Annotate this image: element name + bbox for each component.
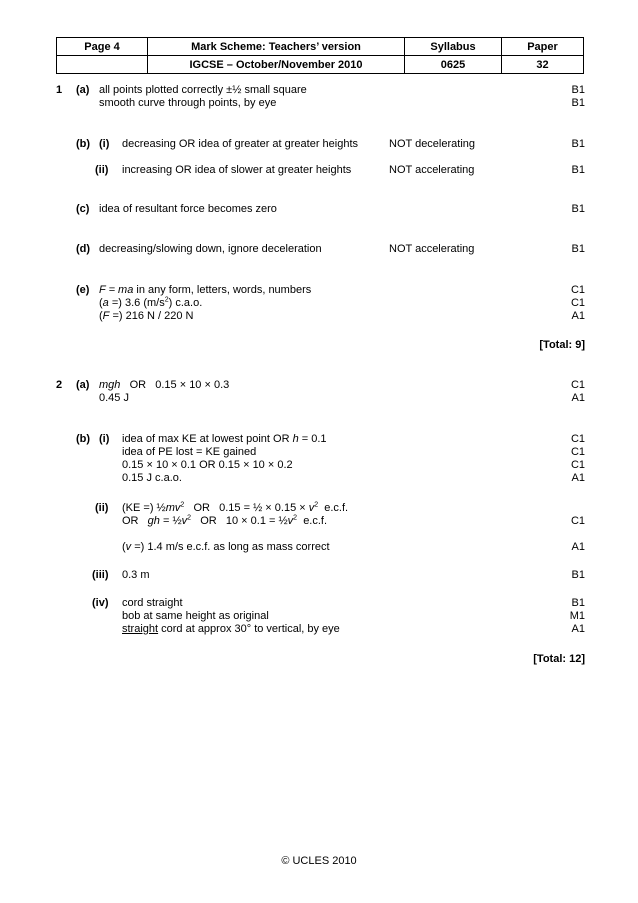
header-exam: IGCSE – October/November 2010 [148,56,405,74]
q1bii-mark: B1 [571,164,585,176]
header-blank [57,56,148,74]
q2bii-mark2: A1 [571,541,585,553]
q2bii-mark1: C1 [570,515,585,527]
q2bi-mark2: C1 [570,446,585,458]
q1e-label: (e) [76,284,90,296]
q1e-line2: (a =) 3.6 $(m/s^2)$ c.a.o. [99,296,203,309]
q2bii-label: (ii) [95,502,109,514]
q1bii-text: increasing OR idea of slower at greater heights [122,164,352,176]
q1-number: 1 [56,84,63,96]
q1e-line1: F = ma in any form, letters, words, numbers [99,284,312,296]
q1bi-label: (i) [99,138,110,150]
q1bii-label: (ii) [95,164,109,176]
q2biv-mark3: A1 [571,623,585,635]
q1e-mark3: A1 [571,310,585,322]
q2biv-line1: cord straight [122,597,183,609]
q1d-text: decreasing/slowing down, ignore deceleration [99,243,322,255]
q2biv-line3: straight cord at approx 30° to vertical, by eye [122,623,340,635]
copyright-footer: © UCLES 2010 [281,855,357,867]
q2bi-line3: 0.15 × 10 × 0.1 OR 0.15 × 10 × 0.2 [122,459,293,471]
q1e-mark2: C1 [570,297,585,309]
q2biv-line2: bob at same height as original [122,610,269,622]
q1e-line3: (F =) 216 N / 220 N [99,310,194,322]
q2bi-line1: idea of max KE at lowest point OR h = 0.1 [122,433,327,445]
q1b-label: (b) [76,138,91,150]
q1bi-note: NOT decelerating [389,138,476,150]
q2biii-label: (iii) [92,569,109,581]
q1a-mark1: B1 [571,84,585,96]
q1e-mark1: C1 [570,284,585,296]
q2b-label: (b) [76,433,91,445]
q2a-mark2: A1 [571,392,585,404]
q1a-mark2: B1 [571,97,585,109]
q1bi-mark: B1 [571,138,585,150]
q2bi-label: (i) [99,433,110,445]
q1c-mark: B1 [571,203,585,215]
q2-number: 2 [56,379,63,391]
q2biii-text: 0.3 m [122,569,150,581]
q1a-label: (a) [76,84,90,96]
header-title: Mark Scheme: Teachers’ version [148,38,405,56]
q1d-label: (d) [76,243,91,255]
q2biv-label: (iv) [92,597,109,609]
q1c-label: (c) [76,203,90,215]
q1a-line1: all points plotted correctly ±½ small square [99,84,307,96]
q2a-label: (a) [76,379,90,391]
q1a-line2: smooth curve through points, by eye [99,97,277,109]
q2bi-mark4: A1 [571,472,585,484]
q2a-mark1: C1 [570,379,585,391]
q2bii-line1: (KE =) $\frac{1}{2}mv^2$ OR 0.15 = ½ × $0.15 \times v^2$ e.c.f. [122,501,349,514]
q2bi-line2: idea of PE lost = KE gained [122,446,257,458]
q1bi-text: decreasing OR idea of greater at greater heights [122,138,359,150]
q2bii-line3: (v =) 1.4 m/s e.c.f. as long as mass correct [122,541,330,553]
q1d-mark: B1 [571,243,585,255]
header-table [56,37,584,74]
q2bi-mark3: C1 [570,459,585,471]
q2bi-line4: 0.15 J c.a.o. [122,472,182,484]
header-syllabus: 0625 [405,56,502,74]
q2bi-mark1: C1 [570,433,585,445]
q1-total: [Total: 9] [539,339,585,351]
q2biii-mark: B1 [571,569,585,581]
header-paper: 32 [502,56,584,74]
header-paper-label: Paper [502,38,584,56]
q2bii-line2: OR gh = $\frac{1}{2}v^2$ OR $10 \times 0.1 = \frac{1}{2}v^2$ e.c.f. [122,514,328,527]
q2-total: [Total: 12] [533,653,585,665]
q1bii-note: NOT accelerating [389,164,475,176]
q2biv-mark2: M1 [569,610,585,622]
q2biv-mark1: B1 [571,597,585,609]
q2a-line1: mgh OR 0.15 × 10 × 0.3 [99,379,230,391]
q1d-note: NOT accelerating [389,243,475,255]
header-page: Page 4 [57,38,148,56]
q1c-text: idea of resultant force becomes zero [99,203,277,215]
q2a-line2: 0.45 J [99,392,129,404]
header-syllabus-label: Syllabus [405,38,502,56]
